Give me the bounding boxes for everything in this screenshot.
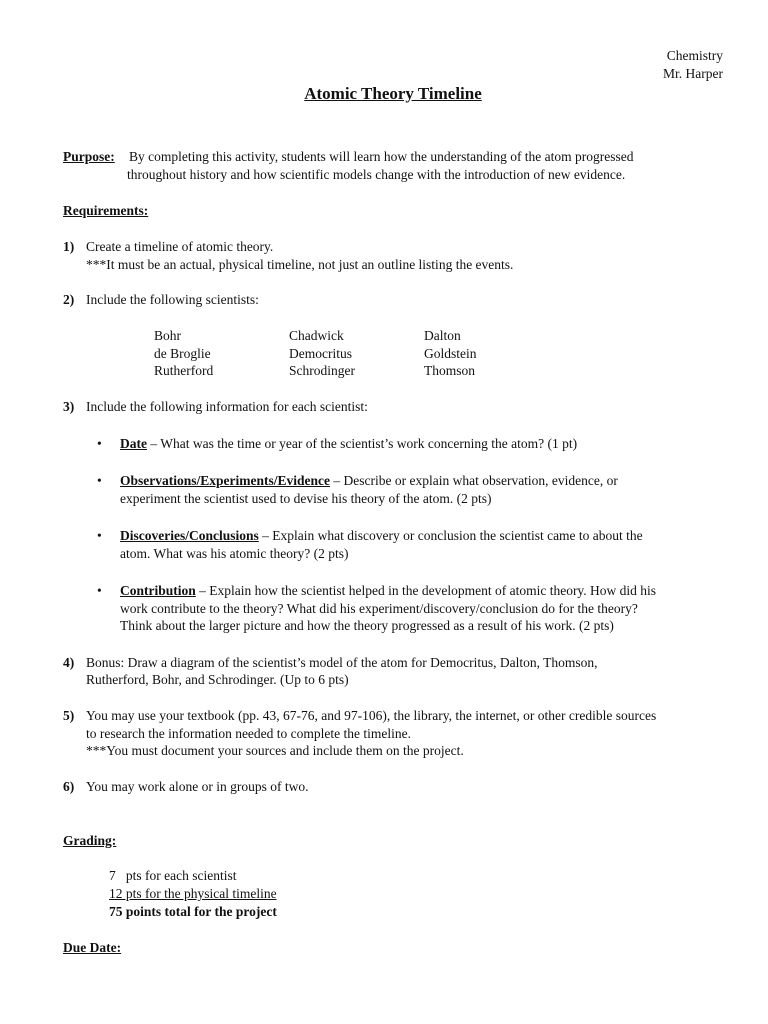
item-number-5: 5) — [63, 708, 75, 723]
bullet-icon: • — [97, 473, 102, 488]
item-3-line-1: Include the following information for each scientist: — [86, 399, 368, 414]
scientist-name: Bohr — [154, 328, 181, 343]
grading-line-1: 7 pts for each scientist — [109, 868, 237, 883]
grading-heading: Grading: — [63, 833, 117, 848]
grading-total: 75 points total for the project — [109, 904, 277, 919]
item-4-line-2: Rutherford, Bohr, and Schrodinger. (Up to 6 pts) — [86, 672, 349, 687]
item-5-line-1: You may use your textbook (pp. 43, 67-76, and 97-106), the library, the internet, or other credible sources — [86, 708, 657, 723]
scientists-column-1 — [154, 327, 284, 380]
teacher-name: Mr. Harper — [663, 65, 723, 81]
page-title: Atomic Theory Timeline — [304, 84, 482, 103]
item-number-3: 3) — [63, 399, 75, 414]
item-number-4: 4) — [63, 655, 75, 670]
bullet-contribution: Contribution – Explain how the scientist helped in the development of atomic theory. How did his work contribute to the theory? What did his experiment/discovery/conclusion do for the theory? Think about the larger picture and how the theory progressed as a result of his work. (2 pts) — [120, 583, 657, 633]
item-1-line-1: Create a timeline of atomic theory. — [86, 239, 274, 254]
item-4-line-1: Bonus: Draw a diagram of the scientist’s model of the atom for Democritus, Dalton, Thomson, — [86, 655, 598, 670]
scientist-name: Rutherford — [154, 363, 214, 378]
bullet-icon: • — [97, 436, 102, 451]
item-5-line-3: ***You must document your sources and include them on the project. — [86, 743, 464, 758]
due-date-heading: Due Date: — [63, 940, 122, 955]
item-5-line-2: to research the information needed to complete the timeline. — [86, 726, 412, 741]
item-number-1: 1) — [63, 239, 75, 254]
scientists-column-2 — [289, 327, 419, 380]
bullet-observations: Observations/Experiments/Evidence – Describe or explain what observation, evidence, or experiment the scientist used to devise his theory of the atom. (2 pts) — [120, 473, 618, 506]
purpose-line-2: throughout history and how scientific models change with the introduction of new evidence. — [127, 167, 626, 182]
item-number-6: 6) — [63, 779, 75, 794]
scientist-name: Schrodinger — [289, 363, 355, 378]
header-block — [663, 47, 723, 82]
requirements-heading: Requirements: — [63, 203, 149, 218]
scientist-name: Chadwick — [289, 328, 344, 343]
purpose-label: Purpose: — [63, 149, 115, 164]
item-1-line-2: ***It must be an actual, physical timeline, not just an outline listing the events. — [86, 257, 514, 272]
scientist-name: Goldstein — [424, 345, 477, 361]
purpose-line-1: By completing this activity, students will learn how the understanding of the atom progressed — [129, 149, 634, 164]
scientist-name: de Broglie — [154, 345, 211, 361]
bullet-date: Date – What was the time or year of the scientist’s work concerning the atom? (1 pt) — [120, 436, 578, 451]
bullet-icon: • — [97, 583, 102, 598]
item-2-line-1: Include the following scientists: — [86, 292, 259, 307]
item-6-line-1: You may work alone or in groups of two. — [86, 779, 309, 794]
course-name: Chemistry — [666, 48, 723, 63]
bullet-discoveries: Discoveries/Conclusions – Explain what discovery or conclusion the scientist came to about the atom. What was his atomic theory? (2 pts) — [120, 528, 643, 561]
grading-line-2: 12 pts for the physical timeline — [109, 886, 277, 901]
scientist-name: Thomson — [424, 363, 476, 378]
scientist-name: Dalton — [424, 328, 461, 343]
item-number-2: 2) — [63, 292, 75, 307]
bullet-icon: • — [97, 528, 102, 543]
scientists-column-3 — [424, 327, 554, 380]
scientist-name: Democritus — [289, 345, 352, 361]
